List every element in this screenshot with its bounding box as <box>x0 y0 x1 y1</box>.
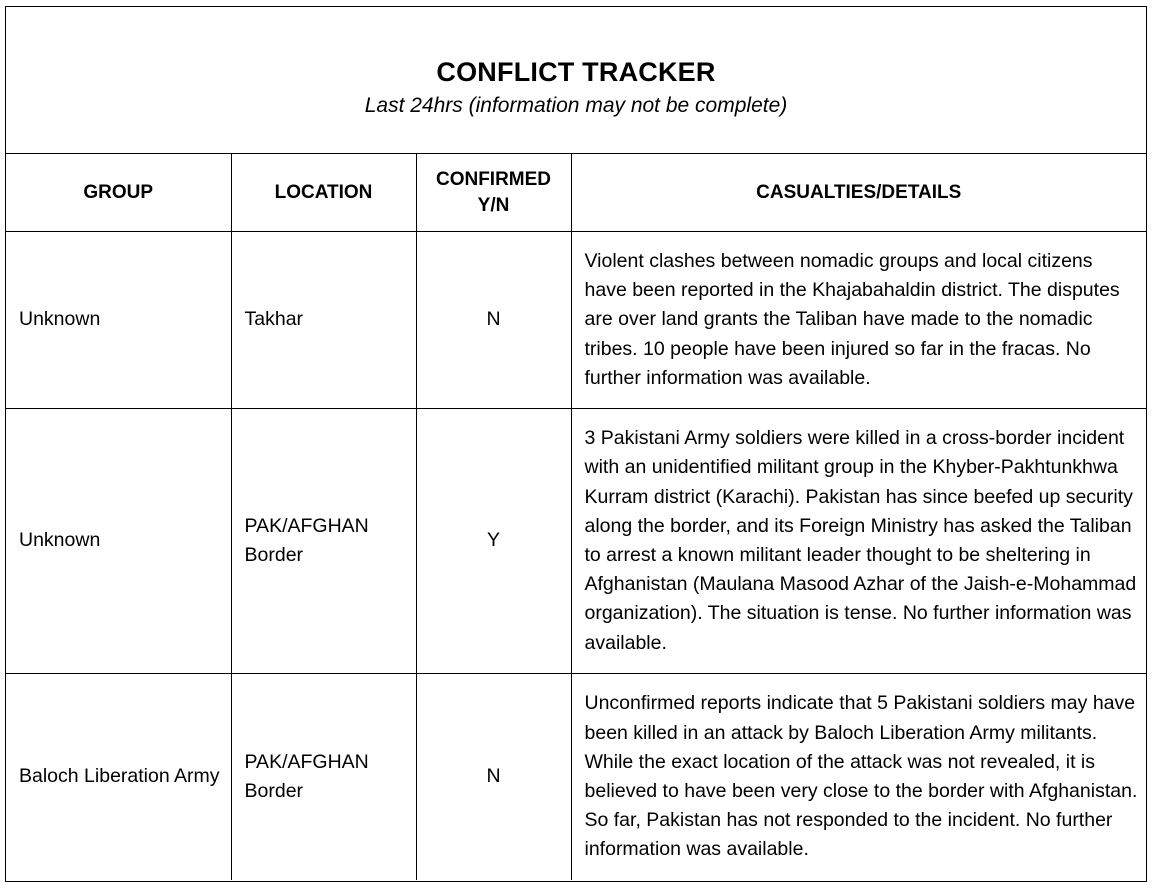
cell-location: PAK/AFGHAN Border <box>231 674 416 881</box>
cell-location: PAK/AFGHAN Border <box>231 409 416 674</box>
table-row <box>6 674 1146 881</box>
cell-details <box>571 409 1146 674</box>
header-group: GROUP <box>6 154 231 232</box>
cell-confirmed: N <box>416 232 571 409</box>
details-text: Violent clashes between nomadic groups and local citizens have been reported in the Khajabahaldin district. The disputes are over land grants the Taliban have made to the nomadic tribes. 10 people have been injured so far in the fracas. No further information was available. <box>584 249 1120 389</box>
page-title: CONFLICT TRACKER <box>436 57 716 87</box>
header-confirmed-line2: Y/N <box>477 194 510 216</box>
title-block <box>6 7 1146 154</box>
cell-confirmed: N <box>416 674 571 881</box>
header-confirmed-line1: CONFIRMED <box>435 168 552 190</box>
header-confirmed <box>416 154 571 232</box>
table-row <box>6 409 1146 674</box>
details-text: 3 Pakistani Army soldiers were killed in a cross-border incident with an unidentified militant group in the Khyber-Pakhtunkhwa Kurram district (Karachi). Pakistan has since beefed up security along the border, and its Foreign Ministry has asked the Taliban to arrest a known militant leader thought to be sheltering in Afghanistan (Maulana Masood Azhar of the Jaish-e-Mohammad organization). The situation is tense. No further information was available. <box>584 427 1137 654</box>
details-text: Unconfirmed reports indicate that 5 Pakistani soldiers may have been killed in an attack by Baloch Liberation Army militants. While the exact location of the attack was not revealed, it is believed to have been very close to the border with Afghanistan. So far, Pakistan has not responded to the incident. No further information was available. <box>584 692 1138 861</box>
cell-confirmed: Y <box>416 409 571 674</box>
cell-group: Unknown <box>6 232 231 409</box>
cell-details <box>571 232 1146 409</box>
table-row <box>6 232 1146 409</box>
header-location: LOCATION <box>231 154 416 232</box>
page-subtitle: Last 24hrs (information may not be complete) <box>364 94 788 117</box>
cell-details <box>571 674 1146 881</box>
header-row <box>6 154 1146 232</box>
cell-group: Baloch Liberation Army <box>6 674 231 881</box>
cell-group: Unknown <box>6 409 231 674</box>
cell-location: Takhar <box>231 232 416 409</box>
tracker-table <box>6 154 1146 880</box>
conflict-tracker <box>5 6 1147 882</box>
header-details: CASUALTIES/DETAILS <box>571 154 1146 232</box>
